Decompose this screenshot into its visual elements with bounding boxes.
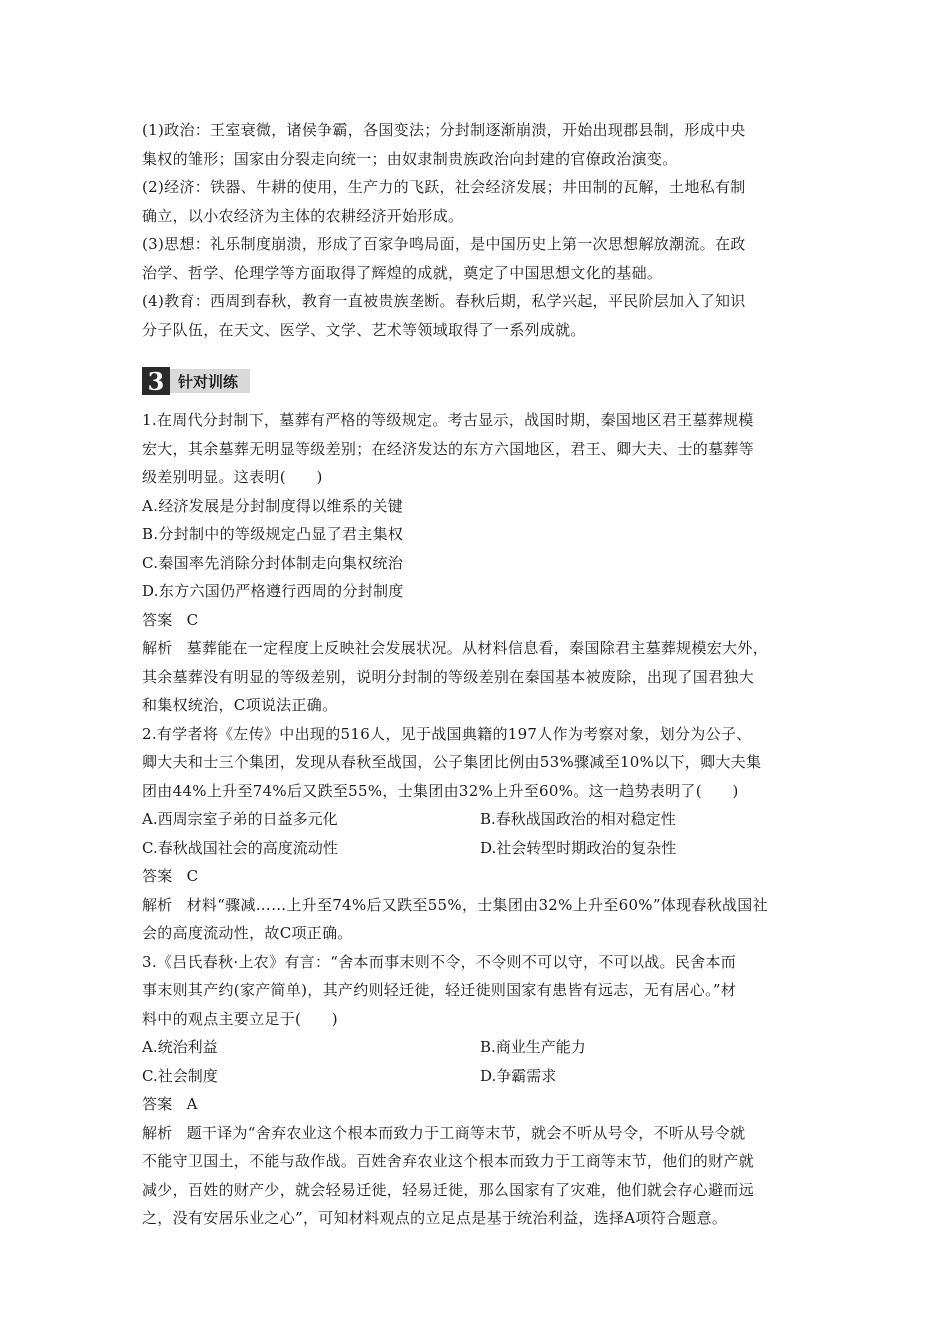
- option-d: D.社会转型时期政治的复杂性: [480, 838, 677, 857]
- answer-label: 答案: [142, 610, 173, 629]
- answer-line: [142, 1090, 822, 1119]
- section-heading: [142, 366, 822, 396]
- analysis-text: 材料“骤减……上升至74%后又跌至55%，士集团由32%上升至60%”体现春秋战国社: [186, 895, 768, 914]
- analysis-label: 解析: [142, 639, 173, 657]
- answer-label: 答案: [142, 1095, 173, 1113]
- analysis-line: 之，没有安居乐业之心”，可知材料观点的立足点是基于统治利益，选择A项符合题意。: [142, 1209, 728, 1227]
- option-c: C.春秋战国社会的高度流动性: [142, 838, 338, 857]
- intro-line: 分子队伍，在天文、医学、文学、艺术等领域取得了一系列成就。: [142, 320, 586, 339]
- question-2: [142, 720, 822, 948]
- question-stem: 宏大，其余墓葬无明显等级差别；在经济发达的东方六国地区，君王、卿大夫、士的墓葬等: [142, 439, 755, 458]
- analysis-label: 解析: [142, 1123, 173, 1142]
- analysis-line: 减少，百姓的财产少，就会轻易迁徙，轻易迁徙，那么国家有了灾难，他们就会存心避而远: [142, 1180, 755, 1199]
- intro-line: (3)思想：礼乐制度崩溃，形成了百家争鸣局面，是中国历史上第一次思想解放潮流。在政: [142, 235, 746, 253]
- analysis-line: [142, 891, 822, 920]
- section-number: 3: [142, 367, 170, 395]
- intro-line: 治学、哲学、伦理学等方面取得了辉煌的成就，奠定了中国思想文化的基础。: [142, 263, 663, 282]
- option-a: A.统治利益: [142, 1038, 218, 1056]
- options-grid: [142, 1033, 822, 1090]
- analysis-text: 题干译为“舍弃农业这个根本而致力于工商等末节，就会不听从号令，不听从号令就: [186, 1123, 746, 1142]
- intro-line: (1)政治：王室衰微，诸侯争霸，各国变法；分封制逐渐崩溃，开始出现郡县制，形成中央: [142, 121, 746, 139]
- question-3: [142, 948, 822, 1233]
- question-stem: 2.有学者将《左传》中出现的516人，见于战国典籍的197人作为考察对象，划分为公子、: [142, 724, 752, 743]
- answer-value: C: [186, 610, 199, 629]
- answer-line: [142, 606, 822, 635]
- analysis-label: 解析: [142, 895, 173, 914]
- options-grid: [142, 805, 822, 862]
- intro-line: (4)教育：西周到春秋，教育一直被贵族垄断。春秋后期，私学兴起，平民阶层加入了知识: [142, 292, 746, 310]
- option-b: B.分封制中的等级规定凸显了君主集权: [142, 525, 404, 543]
- question-stem: 料中的观点主要立足于( ): [142, 1009, 338, 1028]
- analysis-line: [142, 634, 822, 663]
- answer-value: C: [186, 867, 199, 885]
- analysis-line: 不能守卫国土，不能与敌作战。百姓舍弃农业这个根本而致力于工商等末节，他们的财产就: [142, 1152, 755, 1170]
- intro-line: 集权的雏形；国家由分裂走向统一；由奴隶制贵族政治向封建的官僚政治演变。: [142, 149, 678, 168]
- question-1: [142, 406, 822, 720]
- option-a: A.经济发展是分封制度得以维系的关键: [142, 496, 404, 515]
- question-stem: 团由44%上升至74%后又跌至55%，士集团由32%上升至60%。这一趋势表明了( ): [142, 781, 739, 800]
- intro-line: (2)经济：铁器、牛耕的使用，生产力的飞跃，社会经济发展；井田制的瓦解，土地私有制: [142, 178, 746, 196]
- analysis-line: 和集权统治，C项说法正确。: [142, 696, 338, 714]
- option-b: B.商业生产能力: [480, 1038, 586, 1056]
- question-stem: 事末则其产约(家产简单)，其产约则轻迁徙，轻迁徙则国家有患皆有远志，无有居心。”材: [142, 981, 737, 999]
- option-b: B.春秋战国政治的相对稳定性: [480, 810, 676, 828]
- question-stem: 1.在周代分封制下，墓葬有严格的等级规定。考古显示，战国时期，秦国地区君王墓葬规模: [142, 411, 754, 429]
- answer-label: 答案: [142, 867, 173, 885]
- analysis-line: 会的高度流动性，故C项正确。: [142, 924, 353, 942]
- option-c: C.社会制度: [142, 1066, 218, 1085]
- analysis-line: 其余墓葬没有明显的等级差别，说明分封制的等级差别在秦国基本被废除，出现了国君独大: [142, 667, 755, 686]
- option-a: A.西周宗室子弟的日益多元化: [142, 810, 338, 828]
- question-stem: 3.《吕氏春秋·上农》有言：“舍本而事末则不令，不令则不可以守，不可以战。民舍本而: [142, 952, 737, 971]
- document-page: [142, 116, 822, 1233]
- intro-block: [142, 116, 822, 344]
- option-c: C.秦国率先消除分封体制走向集权统治: [142, 553, 404, 572]
- answer-value: A: [186, 1095, 198, 1113]
- option-d: D.争霸需求: [480, 1066, 557, 1085]
- answer-line: [142, 862, 822, 891]
- option-d: D.东方六国仍严格遵行西周的分封制度: [142, 582, 404, 600]
- analysis-line: [142, 1119, 822, 1148]
- section-title: 针对训练: [170, 369, 250, 393]
- intro-line: 确立，以小农经济为主体的农耕经济开始形成。: [142, 206, 464, 225]
- question-stem: 级差别明显。这表明( ): [142, 468, 323, 486]
- analysis-text: 墓葬能在一定程度上反映社会发展状况。从材料信息看，秦国除君主墓葬规模宏大外，: [186, 639, 769, 657]
- question-stem: 卿大夫和士三个集团，发现从春秋至战国，公子集团比例由53%骤减至10%以下，卿大夫集: [142, 753, 762, 771]
